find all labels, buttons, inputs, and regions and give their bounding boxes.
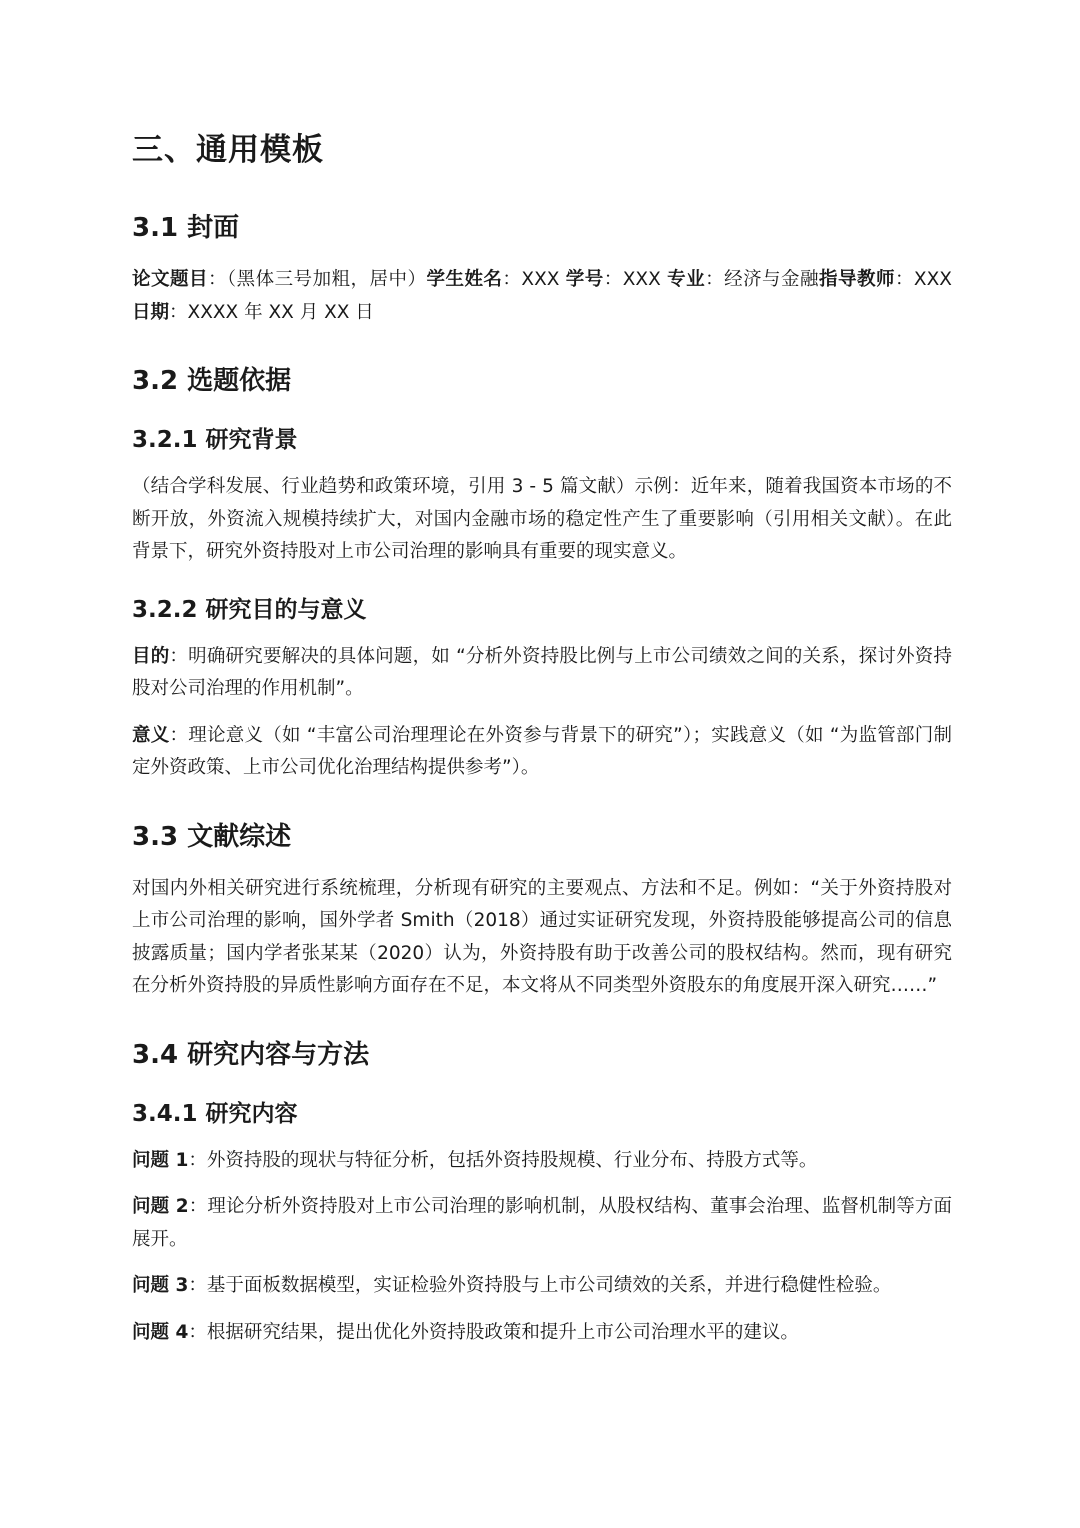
list-item	[132, 1317, 952, 1350]
question-label: 问题 3	[132, 1275, 189, 1296]
page-title: 三、通用模板	[132, 132, 324, 168]
background-paragraph: （结合学科发展、行业趋势和政策环境，引用 3 - 5 篇文献）示例：近年来，随着我国资本市场的不断开放，外资流入规模持续扩大，对国内金融市场的稳定性产生了重要影响（引用相关文献）。在此背景下，研究外资持股对上市公司治理的影响具有重要的现实意义。	[132, 476, 952, 562]
list-item	[132, 1145, 952, 1178]
advisor-label: 指导教师	[819, 269, 895, 290]
question-label: 问题 4	[132, 1321, 189, 1343]
purpose-significance	[132, 720, 952, 785]
question-text: ：外资持股的现状与特征分析，包括外资持股规模、行业分布、持股方式等。	[188, 1149, 818, 1171]
question-text: ：根据研究结果，提出优化外资持股政策和提升上市公司治理水平的建议。	[188, 1321, 799, 1343]
question-label: 问题 1	[132, 1149, 189, 1171]
thesis-title-value: ：（黑体三号加粗，居中）	[207, 269, 427, 290]
question-label: 问题 2	[132, 1196, 189, 1217]
date-label: 日期	[132, 301, 170, 323]
subsection-heading-background: 3.2.1 研究背景	[132, 427, 298, 453]
list-item	[132, 1191, 952, 1256]
subsection-heading-content: 3.4.1 研究内容	[132, 1100, 298, 1127]
advisor-value: ：XXX	[894, 269, 952, 290]
question-text: ：理论分析外资持股对上市公司治理的影响机制，从股权结构、董事会治理、监督机制等方面展开。	[132, 1196, 952, 1250]
major-value: ：经济与金融	[705, 269, 820, 290]
goal-label: 目的	[132, 645, 170, 667]
student-name-value: ：XXX	[502, 269, 566, 290]
section-heading-topic-basis: 3.2 选题依据	[132, 366, 292, 396]
section-heading-literature: 3.3 文献综述	[132, 821, 292, 852]
major-label: 专业	[667, 269, 706, 290]
question-text: ：基于面板数据模型，实证检验外资持股与上市公司绩效的关系，并进行稳健性检验。	[188, 1275, 892, 1296]
date-value: ：XXXX 年 XX 月 XX 日	[169, 301, 374, 323]
thesis-title-label: 论文题目	[132, 269, 208, 290]
cover-info	[132, 264, 952, 329]
literature-paragraph: 对国内外相关研究进行系统梳理，分析现有研究的主要观点、方法和不足。例如：“关于外资持股对上市公司治理的影响，国外学者 Smith（2018）通过实证研究发现，外资持股能够提高公司的信息披露质量；国内学者张某某（2020）认为，外资持股有助于改善公司的股权结构。然而，现有研究在分析外资持股的异质性影响方面存在不足，本文将从不同类型外资股东的角度展开深入研究……”	[132, 877, 952, 996]
student-id-value: ：XXX	[603, 269, 668, 290]
student-id-label: 学号	[565, 269, 604, 290]
significance-label: 意义	[132, 724, 170, 746]
goal-text: ：明确研究要解决的具体问题，如 “分析外资持股比例与上市公司绩效之间的关系，探讨外资持股对公司治理的作用机制”。	[132, 645, 952, 699]
section-heading-content-method: 3.4 研究内容与方法	[132, 1039, 370, 1070]
significance-text: ：理论意义（如 “丰富公司治理理论在外资参与背景下的研究”）；实践意义（如 “为监管部门制定外资政策、上市公司优化治理结构提供参考”）。	[132, 724, 952, 778]
subsection-heading-purpose: 3.2.2 研究目的与意义	[132, 596, 367, 623]
section-heading-cover: 3.1 封面	[132, 213, 240, 243]
student-name-label: 学生姓名	[426, 269, 503, 290]
list-item	[132, 1270, 952, 1303]
purpose-goal	[132, 641, 952, 706]
